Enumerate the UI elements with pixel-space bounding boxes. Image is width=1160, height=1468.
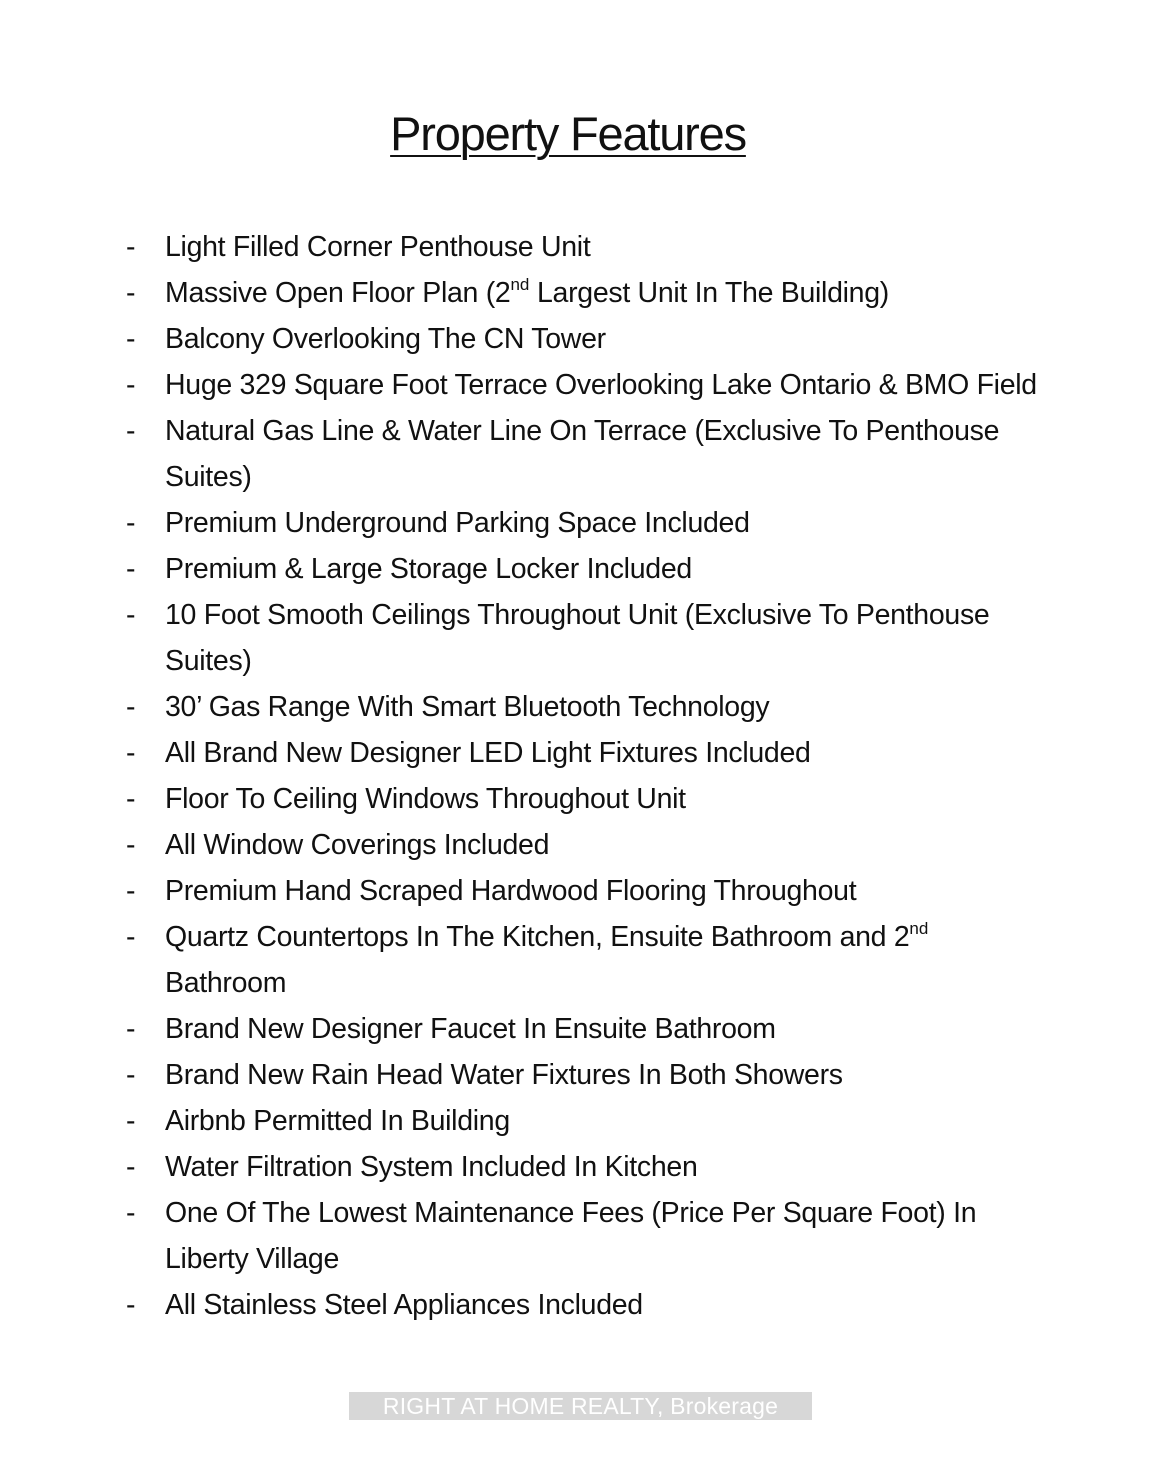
- feature-item: [0, 1098, 1160, 1144]
- brokerage-watermark: RIGHT AT HOME REALTY, Brokerage: [349, 1392, 812, 1420]
- feature-item: [0, 270, 1160, 316]
- ordinal-superscript: nd: [909, 919, 929, 938]
- feature-text: One Of The Lowest Maintenance Fees (Price Per Square Foot) In Liberty Village: [165, 1197, 977, 1275]
- bullet-dash: -: [126, 231, 136, 263]
- bullet-dash: -: [126, 1059, 136, 1091]
- feature-text-continued: Bathroom: [165, 967, 287, 999]
- feature-item: [0, 822, 1160, 868]
- feature-text: All Brand New Designer LED Light Fixtures Included: [165, 737, 811, 769]
- bullet-dash: -: [126, 277, 136, 309]
- bullet-dash: -: [126, 737, 136, 769]
- bullet-dash: -: [126, 1013, 136, 1045]
- feature-text: Light Filled Corner Penthouse Unit: [165, 231, 591, 263]
- bullet-dash: -: [126, 783, 136, 815]
- bullet-dash: -: [126, 507, 136, 539]
- feature-item: [0, 500, 1160, 546]
- feature-item: [0, 1052, 1160, 1098]
- feature-item: [0, 730, 1160, 776]
- feature-item: [0, 408, 1160, 500]
- feature-item: [0, 592, 1160, 684]
- bullet-dash: -: [126, 1289, 136, 1321]
- feature-item: [0, 362, 1160, 408]
- feature-item: [0, 684, 1160, 730]
- feature-text: Balcony Overlooking The CN Tower: [165, 323, 606, 355]
- feature-item: [0, 776, 1160, 822]
- bullet-dash: -: [126, 553, 136, 585]
- bullet-dash: -: [126, 323, 136, 355]
- feature-item: [0, 914, 1160, 1006]
- feature-text: Brand New Designer Faucet In Ensuite Bathroom: [165, 1013, 776, 1045]
- feature-text-continued: Largest Unit In The Building): [529, 277, 889, 309]
- feature-item: [0, 868, 1160, 914]
- feature-text: Water Filtration System Included In Kitchen: [165, 1151, 698, 1183]
- feature-text: All Window Coverings Included: [165, 829, 550, 861]
- feature-item: [0, 316, 1160, 362]
- bullet-dash: -: [126, 875, 136, 907]
- ordinal-superscript: nd: [510, 275, 530, 294]
- feature-item: [0, 1282, 1160, 1328]
- feature-text: All Stainless Steel Appliances Included: [165, 1289, 643, 1321]
- feature-text: 10 Foot Smooth Ceilings Throughout Unit (Exclusive To Penthouse Suites): [165, 599, 990, 677]
- feature-text: Premium & Large Storage Locker Included: [165, 553, 692, 585]
- feature-text: Premium Hand Scraped Hardwood Flooring Throughout: [165, 875, 857, 907]
- feature-text: Natural Gas Line & Water Line On Terrace (Exclusive To Penthouse Suites): [165, 415, 1000, 493]
- feature-item: [0, 546, 1160, 592]
- bullet-dash: -: [126, 1151, 136, 1183]
- feature-text: Airbnb Permitted In Building: [165, 1105, 510, 1137]
- bullet-dash: -: [126, 829, 136, 861]
- bullet-dash: -: [126, 1105, 136, 1137]
- feature-text: Quartz Countertops In The Kitchen, Ensuite Bathroom and 2: [165, 921, 910, 953]
- bullet-dash: -: [126, 921, 136, 953]
- bullet-dash: -: [126, 415, 136, 447]
- bullet-dash: -: [126, 1197, 136, 1229]
- feature-text: Huge 329 Square Foot Terrace Overlooking Lake Ontario & BMO Field: [165, 369, 1037, 401]
- feature-item: [0, 1190, 1160, 1282]
- feature-item: [0, 1144, 1160, 1190]
- feature-item: [0, 1006, 1160, 1052]
- feature-text: Massive Open Floor Plan (2: [165, 277, 511, 309]
- feature-text: 30’ Gas Range With Smart Bluetooth Technology: [165, 691, 770, 723]
- page-title: Property Features: [390, 107, 746, 160]
- bullet-dash: -: [126, 599, 136, 631]
- feature-text: Premium Underground Parking Space Included: [165, 507, 750, 539]
- feature-item: [0, 224, 1160, 270]
- feature-text: Floor To Ceiling Windows Throughout Unit: [165, 783, 686, 815]
- feature-text: Brand New Rain Head Water Fixtures In Both Showers: [165, 1059, 843, 1091]
- feature-list: [0, 224, 1160, 1328]
- bullet-dash: -: [126, 369, 136, 401]
- bullet-dash: -: [126, 691, 136, 723]
